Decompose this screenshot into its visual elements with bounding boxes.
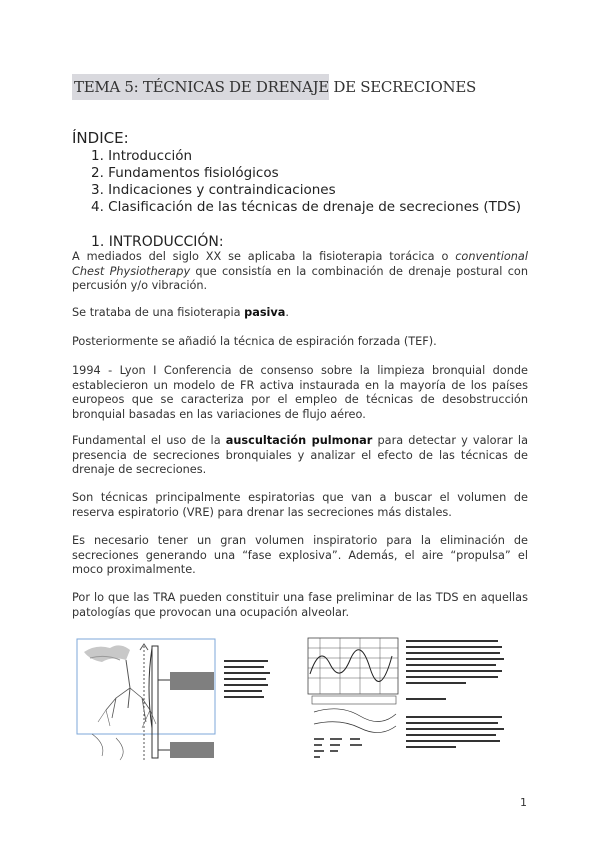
figure-airway-diagram (76, 638, 290, 766)
label-box-2 (170, 742, 214, 758)
flow-graph-illustration (300, 634, 520, 774)
toc-item-2: 2. Fundamentos fisiológicos (91, 165, 279, 181)
toc-item-3: 3. Indicaciones y contraindicaciones (91, 182, 336, 198)
emphasis-cpt: conventional Chest Physiotherapy (72, 250, 528, 278)
paragraph-8: Por lo que las TRA pueden constituir una fase preliminar de las TDS en aquellas patologías que provocan una ocupación alveolar. (72, 591, 528, 619)
strong-auscultacion: auscultación pulmonar (225, 434, 373, 447)
index-heading: ÍNDICE: (72, 129, 129, 147)
section-heading-introduccion: 1. INTRODUCCIÓN: (91, 234, 224, 250)
paragraph-1: A mediados del siglo XX se aplicaba la fisioterapia torácica o conventional Chest Physiotherapy que consistía en la combinación de drenaje postural con percusión y/o vibración. (72, 250, 528, 292)
paragraph-5: Fundamental el uso de la auscultación pulmonar para detectar y valorar la presencia de secreciones bronquiales y analizar el efecto de las técnicas de drenaje de secreciones. (72, 434, 528, 476)
paragraph-6: Son técnicas principalmente espiratorias que van a buscar el volumen de reserva espiratorio (VRE) para drenar las secreciones más distales. (72, 491, 528, 519)
label-box-1 (170, 672, 214, 690)
page-title: TEMA 5: TÉCNICAS DE DRENAJE DE SECRECIONES (74, 78, 476, 96)
paragraph-2: Se trataba de una fisioterapia pasiva. (72, 306, 290, 319)
figure-flow-graph (300, 634, 520, 774)
paragraph-3: Posteriormente se añadió la técnica de espiración forzada (TEF). (72, 335, 437, 348)
toc-item-4: 4. Clasificación de las técnicas de drenaje de secreciones (TDS) (91, 199, 522, 215)
page-number: 1 (520, 796, 527, 809)
airway-diagram-illustration (76, 638, 290, 766)
paragraph-4: 1994 - Lyon I Conferencia de consenso sobre la limpieza bronquial donde establecieron un modelo de FR activa instaurada en la mayoría de los países europeos que se caracteriza por el empleo de técnicas de desobstrucción bronquial basadas en las variaciones de flujo aéreo. (72, 364, 528, 421)
paragraph-7: Es necesario tener un gran volumen inspiratorio para la eliminación de secreciones generando una “fase explosiva”. Además, el aire “propulsa” el moco proximalmente. (72, 534, 528, 576)
strong-pasiva: pasiva (244, 306, 286, 319)
toc-item-1: 1. Introducción (91, 148, 193, 164)
